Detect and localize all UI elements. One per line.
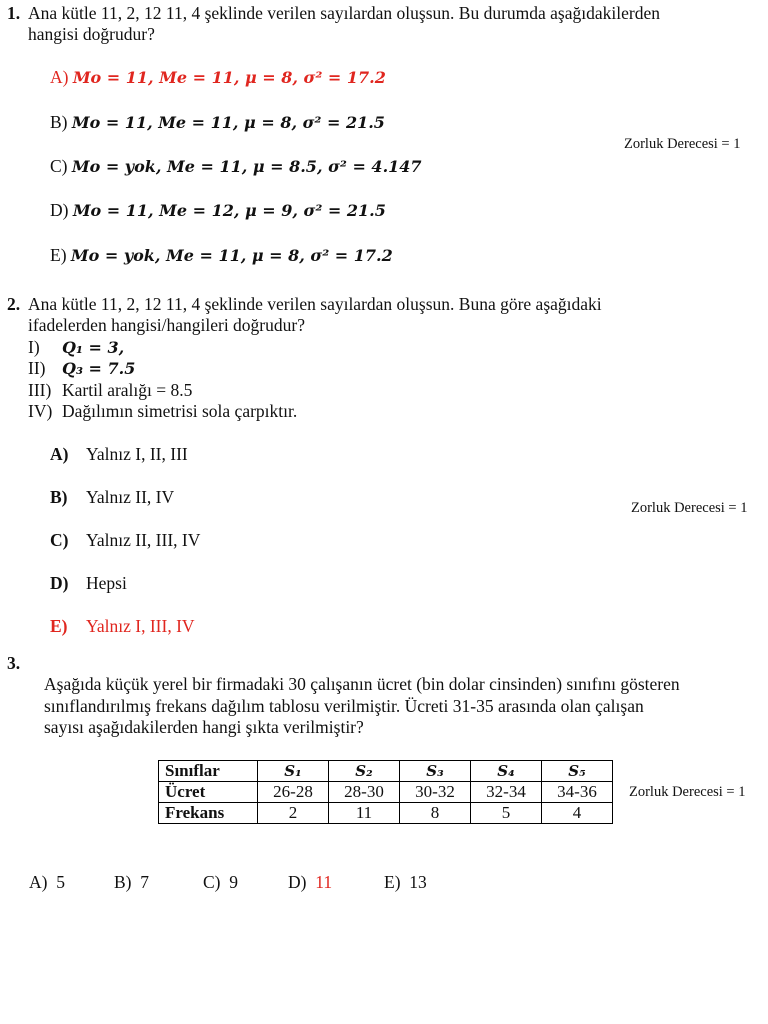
option-label: C) <box>203 872 221 892</box>
option-text: 9 <box>229 872 238 892</box>
q1-option-d[interactable] <box>50 200 386 221</box>
frequency-table <box>158 760 613 824</box>
q3-stem-line3: sayısı aşağıdakilerden hangi şıkta verilmiştir? <box>44 717 364 737</box>
option-expression: Mo = yok, Me = 11, μ = 8, σ² = 17.2 <box>70 246 393 265</box>
option-label: B) <box>50 487 68 507</box>
option-label: D) <box>50 573 69 593</box>
option-label: C) <box>50 156 68 176</box>
option-text: 11 <box>315 872 333 892</box>
row-header: Sınıflar <box>159 761 258 782</box>
q2-option-b[interactable] <box>50 487 174 508</box>
q3-option-b[interactable] <box>114 872 149 893</box>
q3-number: 3. <box>7 653 21 673</box>
option-label: D) <box>50 200 69 220</box>
option-text: 7 <box>140 872 149 892</box>
option-text: 13 <box>409 872 427 892</box>
q3-option-d[interactable] <box>288 872 332 893</box>
q3-stem-line2: sınıflandırılmış frekans dağılım tablosu verilmiştir. Ücreti 31-35 arasında olan çalışan <box>44 696 644 716</box>
wage-cell: 28-30 <box>329 782 400 803</box>
option-label: A) <box>50 444 69 464</box>
class-cell: S₂ <box>329 761 400 782</box>
frequency-cell: 5 <box>471 803 542 824</box>
table-row <box>159 761 613 782</box>
q1-option-a[interactable] <box>50 67 386 88</box>
q2-statement-text: Q₃ = 7.5 <box>62 359 136 378</box>
q2-option-a[interactable] <box>50 444 188 465</box>
option-label: E) <box>384 872 401 892</box>
q2-option-d[interactable] <box>50 573 127 594</box>
q2-option-e[interactable] <box>50 616 195 637</box>
option-label: E) <box>50 616 68 636</box>
wage-cell: 32-34 <box>471 782 542 803</box>
q1-option-c[interactable] <box>50 156 422 177</box>
wage-cell: 30-32 <box>400 782 471 803</box>
q1-difficulty: Zorluk Derecesi = 1 <box>624 136 741 152</box>
q2-statement-roman: II) <box>28 358 46 378</box>
option-label: B) <box>50 112 68 132</box>
option-label: C) <box>50 530 69 550</box>
option-text: Yalnız II, IV <box>86 487 175 507</box>
q2-statement-text: Q₁ = 3, <box>62 338 125 357</box>
option-label: E) <box>50 245 67 265</box>
option-expression: Mo = 11, Me = 12, μ = 9, σ² = 21.5 <box>72 201 386 220</box>
option-expression: Mo = 11, Me = 11, μ = 8, σ² = 17.2 <box>72 68 386 87</box>
class-cell: S₁ <box>258 761 329 782</box>
option-text: 5 <box>56 872 65 892</box>
q2-option-c[interactable] <box>50 530 200 551</box>
wage-cell: 34-36 <box>542 782 613 803</box>
q1-stem-line2: hangisi doğrudur? <box>28 24 155 44</box>
class-cell: S₅ <box>542 761 613 782</box>
q2-statement-text: Dağılımın simetrisi sola çarpıktır. <box>62 401 298 421</box>
row-header: Frekans <box>159 803 258 824</box>
frequency-cell: 8 <box>400 803 471 824</box>
q1-number: 1. <box>7 3 21 23</box>
q3-difficulty: Zorluk Derecesi = 1 <box>629 784 746 800</box>
q1-option-e[interactable] <box>50 245 393 266</box>
q1-option-b[interactable] <box>50 112 385 133</box>
option-label: A) <box>50 67 69 87</box>
q2-statement-roman: I) <box>28 337 40 357</box>
q2-difficulty: Zorluk Derecesi = 1 <box>631 500 748 516</box>
q2-statement-roman: IV) <box>28 401 53 421</box>
wage-cell: 26-28 <box>258 782 329 803</box>
q3-option-a[interactable] <box>29 872 65 893</box>
option-expression: Mo = yok, Me = 11, μ = 8.5, σ² = 4.147 <box>71 157 422 176</box>
option-text: Yalnız I, III, IV <box>86 616 195 636</box>
q2-stem-line1: Ana kütle 11, 2, 12 11, 4 şeklinde verilen sayılardan oluşsun. Buna göre aşağıdaki <box>28 294 602 314</box>
option-label: B) <box>114 872 132 892</box>
q2-stem-line2: ifadelerden hangisi/hangileri doğrudur? <box>28 315 305 335</box>
frequency-cell: 11 <box>329 803 400 824</box>
option-text: Yalnız II, III, IV <box>86 530 201 550</box>
q3-option-e[interactable] <box>384 872 427 893</box>
option-text: Yalnız I, II, III <box>86 444 188 464</box>
frequency-cell: 2 <box>258 803 329 824</box>
option-expression: Mo = 11, Me = 11, μ = 8, σ² = 21.5 <box>71 113 385 132</box>
q3-stem-line1: Aşağıda küçük yerel bir firmadaki 30 çalışanın ücret (bin dolar cinsinden) sınıfını gösteren <box>44 674 680 694</box>
option-label: A) <box>29 872 48 892</box>
class-cell: S₄ <box>471 761 542 782</box>
class-cell: S₃ <box>400 761 471 782</box>
frequency-cell: 4 <box>542 803 613 824</box>
q2-number: 2. <box>7 294 21 314</box>
option-label: D) <box>288 872 307 892</box>
q2-statement-text: Kartil aralığı = 8.5 <box>62 380 193 400</box>
q2-statement-roman: III) <box>28 380 52 400</box>
option-text: Hepsi <box>86 573 127 593</box>
table-row <box>159 803 613 824</box>
row-header: Ücret <box>159 782 258 803</box>
q1-stem-line1: Ana kütle 11, 2, 12 11, 4 şeklinde verilen sayılardan oluşsun. Bu durumda aşağıdakilerden <box>28 3 660 23</box>
q3-option-c[interactable] <box>203 872 238 893</box>
table-row <box>159 782 613 803</box>
